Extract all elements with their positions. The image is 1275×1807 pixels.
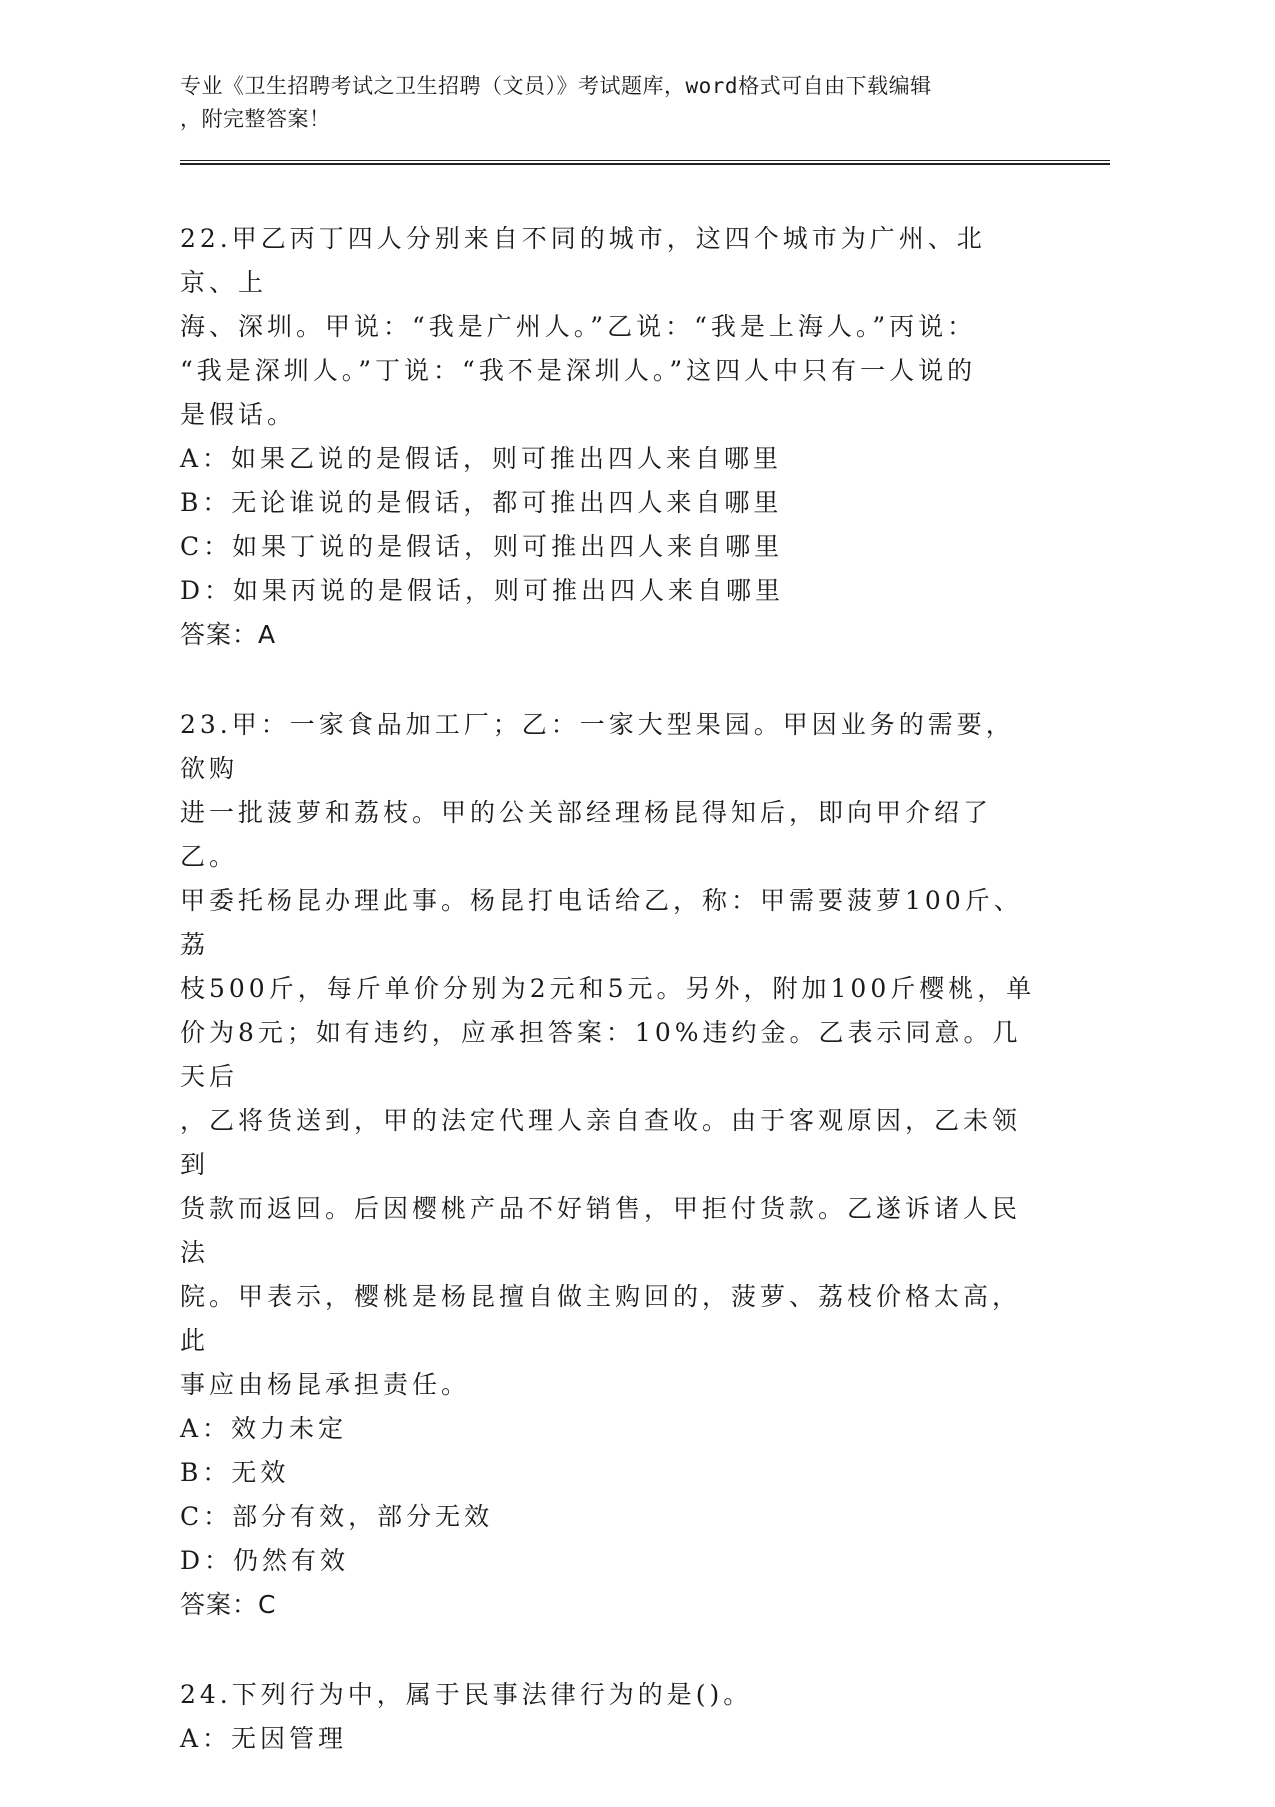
question-stem: [180, 1673, 1040, 1717]
header-line: ，附完整答案！: [180, 107, 331, 131]
option-c: C：如果丁说的是假话，则可推出四人来自哪里: [180, 532, 784, 561]
question-23: [180, 703, 1110, 1627]
document-page: [180, 70, 1110, 1807]
option-a: A：效力未定: [180, 1414, 348, 1443]
option-list: [180, 1717, 1110, 1761]
question-22: [180, 217, 1110, 657]
header-divider: [180, 160, 1110, 165]
stem-line: “我是深圳人。”丁说：“我不是深圳人。”这四人中只有一人说的: [180, 356, 977, 385]
stem-line: 海、深圳。甲说：“我是广州人。”乙说：“我是上海人。”丙说：: [180, 312, 977, 341]
stem-line: 22.甲乙丙丁四人分别来自不同的城市，这四个城市为广州、北京、上: [180, 224, 986, 297]
stem-line: 院。甲表示，樱桃是杨昆擅自做主购回的，菠萝、荔枝价格太高，此: [180, 1282, 1022, 1355]
stem-line: 23.甲：一家食品加工厂；乙：一家大型果园。甲因业务的需要，欲购: [180, 710, 1015, 783]
stem-line: 24.下列行为中，属于民事法律行为的是()。: [180, 1680, 753, 1709]
question-list: [180, 217, 1110, 1761]
question-24: [180, 1673, 1110, 1761]
stem-line: 事应由杨昆承担责任。: [180, 1370, 471, 1399]
answer-line: 答案：C: [180, 1590, 277, 1619]
option-d: D：仍然有效: [180, 1546, 350, 1575]
answer-line: 答案：A: [180, 620, 277, 649]
option-b: B：无效: [180, 1458, 290, 1487]
option-b: B：无论谁说的是假话，都可推出四人来自哪里: [180, 488, 783, 517]
question-stem: [180, 217, 1040, 437]
stem-line: 是假话。: [180, 400, 297, 429]
stem-line: ，乙将货送到，甲的法定代理人亲自查收。由于客观原因，乙未领到: [180, 1106, 1022, 1179]
stem-line: 价为8元；如有违约，应承担答案：10%违约金。乙表示同意。几天后: [180, 1018, 1022, 1091]
stem-line: 枝500斤，每斤单价分别为2元和5元。另外，附加100斤樱桃，单: [180, 974, 1036, 1003]
option-c: C：部分有效，部分无效: [180, 1502, 494, 1531]
option-a: A：无因管理: [180, 1724, 348, 1753]
question-stem: [180, 703, 1040, 1407]
option-list: [180, 1407, 1110, 1583]
option-d: D：如果丙说的是假话，则可推出四人来自哪里: [180, 576, 785, 605]
option-a: A：如果乙说的是假话，则可推出四人来自哪里: [180, 444, 783, 473]
stem-line: 进一批菠萝和荔枝。甲的公关部经理杨昆得知后，即向甲介绍了乙。: [180, 798, 993, 871]
document-header: [180, 70, 1040, 136]
stem-line: 甲委托杨昆办理此事。杨昆打电话给乙，称：甲需要菠萝100斤、荔: [180, 886, 1023, 959]
stem-line: 货款而返回。后因樱桃产品不好销售，甲拒付货款。乙遂诉诸人民法: [180, 1194, 1022, 1267]
header-line: 专业《卫生招聘考试之卫生招聘（文员）》考试题库，word格式可自由下载编辑: [180, 74, 932, 98]
option-list: [180, 437, 1110, 613]
